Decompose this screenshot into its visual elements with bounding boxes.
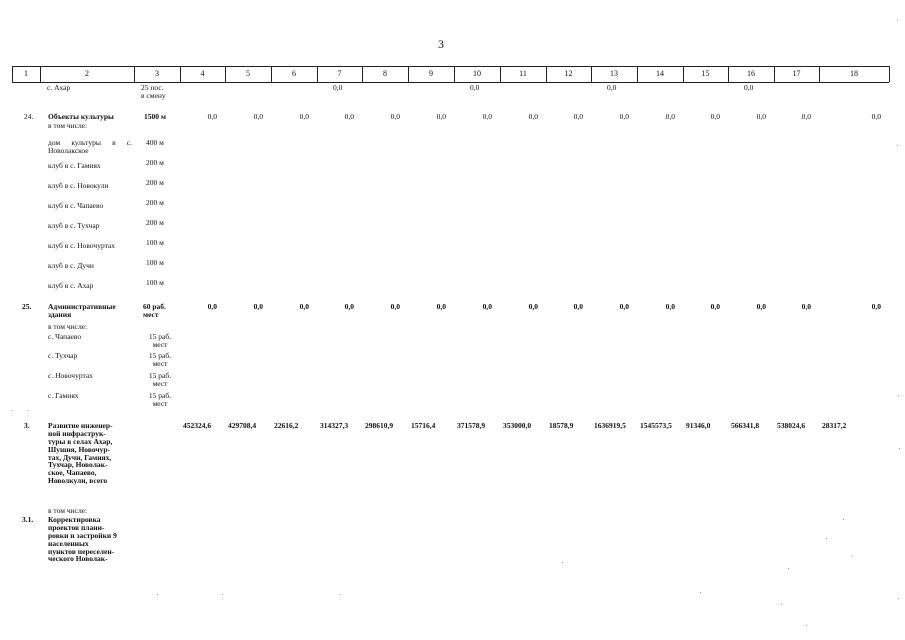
column-rule xyxy=(774,66,775,82)
value-cell: 314327,3 xyxy=(320,421,349,430)
value-cell: 22616,2 xyxy=(274,421,299,430)
value-cell: 0,0 xyxy=(470,83,480,92)
scan-speck xyxy=(562,562,563,563)
value-cell: 0,0 xyxy=(253,112,263,121)
row-title: Административные здания xyxy=(48,302,116,319)
row-title: Объекты культуры xyxy=(48,112,114,121)
value-cell: 452324,6 xyxy=(183,421,212,430)
scan-speck xyxy=(28,410,29,411)
item-name: с. Чапаево xyxy=(48,332,82,341)
column-rule xyxy=(362,66,363,82)
value-cell: 0,0 xyxy=(528,112,538,121)
capacity-cell: 60 раб. мест xyxy=(143,302,166,319)
item-name: с. Ахар xyxy=(47,83,71,92)
column-rule xyxy=(271,66,272,82)
value-cell: 0,0 xyxy=(619,302,629,311)
scan-speck xyxy=(700,592,701,593)
column-rule xyxy=(889,66,890,82)
capacity-cell: 15 раб. мест xyxy=(148,332,172,349)
column-rule xyxy=(134,66,135,82)
capacity-cell: 25 пос. в смену xyxy=(141,83,166,100)
value-cell: 538024,6 xyxy=(777,421,806,430)
row-title: Развитие инженер- ной инфраструк- туры в селах Ахар, Шушия, Новочур- тах, Дучи, Гамиях, Тухчар, Новолак- ское, Чапаево, Новолкули, всего xyxy=(48,421,113,486)
capacity-cell: 100 м xyxy=(146,238,164,247)
row-subtitle: в том числе: xyxy=(48,121,88,130)
scan-speck xyxy=(781,604,782,605)
scan-speck xyxy=(899,448,900,449)
column-rule xyxy=(637,66,638,82)
item-name: с. Гамиях xyxy=(48,391,79,400)
row-number: 24. xyxy=(24,112,34,121)
row-number: 3.1. xyxy=(22,515,34,524)
value-cell: 0,0 xyxy=(528,302,538,311)
column-rule xyxy=(408,66,409,82)
scan-speck xyxy=(12,410,13,411)
value-cell: 0,0 xyxy=(573,302,583,311)
value-cell: 0,0 xyxy=(710,302,720,311)
column-rule xyxy=(500,66,501,82)
value-cell: 0,0 xyxy=(299,302,309,311)
item-name: клуб в с. Гамиях xyxy=(48,161,101,170)
value-cell: 0,0 xyxy=(619,112,629,121)
row-number: 3. xyxy=(24,421,30,430)
column-rule xyxy=(454,66,455,82)
item-name: клуб в с. Новочуртах xyxy=(48,241,116,250)
value-cell: 0,0 xyxy=(744,83,754,92)
capacity-cell: 100 м xyxy=(146,278,164,287)
value-cell: 429708,4 xyxy=(228,421,257,430)
value-cell: 0,0 xyxy=(607,83,617,92)
value-cell: 0,0 xyxy=(207,112,217,121)
value-cell: 0,0 xyxy=(299,112,309,121)
scan-speck xyxy=(897,20,898,21)
column-rule xyxy=(728,66,729,82)
item-name: клуб в с. Чапаево xyxy=(48,201,104,210)
value-cell: 0,0 xyxy=(665,302,675,311)
scan-speck xyxy=(898,598,899,599)
value-cell: 371578,9 xyxy=(457,421,486,430)
scan-speck xyxy=(852,556,853,557)
capacity-cell: 15 раб. мест xyxy=(148,351,172,368)
value-cell: 0,0 xyxy=(253,302,263,311)
column-rule xyxy=(683,66,684,82)
value-cell: 1636919,5 xyxy=(594,421,626,430)
column-rule xyxy=(12,66,13,82)
scan-speck xyxy=(898,395,899,396)
capacity-cell: 15 раб. мест xyxy=(148,391,172,408)
item-name: дом культуры в с. Новолакское xyxy=(48,138,132,155)
scan-speck xyxy=(826,538,827,539)
column-rule xyxy=(819,66,820,82)
value-cell: 298610,9 xyxy=(365,421,394,430)
item-name: клуб в с. Тухчар xyxy=(48,221,100,230)
value-cell: 0,0 xyxy=(333,83,343,92)
column-rule xyxy=(317,66,318,82)
value-cell: 91346,0 xyxy=(686,421,711,430)
column-rule xyxy=(40,66,41,82)
capacity-cell: 200 м xyxy=(146,218,164,227)
value-cell: 15716,4 xyxy=(411,421,436,430)
scan-speck xyxy=(897,145,898,146)
value-cell: 1545573,5 xyxy=(640,421,672,430)
capacity-cell: 200 м xyxy=(146,198,164,207)
capacity-cell: 100 м xyxy=(146,258,164,267)
value-cell: 0,0 xyxy=(710,112,720,121)
item-name: клуб в с. Ахар xyxy=(48,281,94,290)
scan-speck xyxy=(222,594,223,595)
value-cell: 0,0 xyxy=(801,112,811,121)
value-cell: 0,0 xyxy=(756,112,766,121)
scan-speck xyxy=(806,625,807,626)
capacity-cell: 1500 м xyxy=(144,112,166,121)
value-cell: 353000,0 xyxy=(503,421,532,430)
capacity-cell: 200 м xyxy=(146,178,164,187)
row-title: Корректировка проектов плани- ровки и застройки 9 населенных пунктов переселен- ческого Новолак- xyxy=(48,515,117,564)
value-cell: 0,0 xyxy=(482,112,492,121)
column-rule xyxy=(180,66,181,82)
value-cell: 0,0 xyxy=(436,112,446,121)
value-cell: 0,0 xyxy=(482,302,492,311)
value-cell: 0,0 xyxy=(207,302,217,311)
item-name: с. Новочуртах xyxy=(48,371,93,380)
page-number: 3 xyxy=(438,37,444,51)
scan-speck xyxy=(339,594,340,595)
value-cell: 0,0 xyxy=(344,302,354,311)
column-rule xyxy=(591,66,592,82)
column-rule xyxy=(225,66,226,82)
value-cell: 0,0 xyxy=(801,302,811,311)
header-top-rule xyxy=(12,66,889,67)
value-cell: 0,0 xyxy=(390,302,400,311)
item-name: с. Тухчар xyxy=(48,351,78,360)
value-cell: 0,0 xyxy=(344,112,354,121)
capacity-cell: 400 м xyxy=(146,138,164,147)
value-cell: 0,0 xyxy=(573,112,583,121)
item-name: клуб в с. Новокули xyxy=(48,181,109,190)
value-cell: 566341,8 xyxy=(731,421,760,430)
value-cell: 28317,2 xyxy=(822,421,847,430)
row-subtitle: в том числе: xyxy=(48,506,88,515)
scan-speck xyxy=(157,594,158,595)
capacity-cell: 200 м xyxy=(146,158,164,167)
value-cell: 0,0 xyxy=(871,112,881,121)
scan-speck xyxy=(788,568,789,569)
item-name: клуб в с. Дучи xyxy=(48,261,94,270)
value-cell: 0,0 xyxy=(665,112,675,121)
value-cell: 0,0 xyxy=(756,302,766,311)
row-number: 25. xyxy=(22,302,32,311)
value-cell: 0,0 xyxy=(871,302,881,311)
column-rule xyxy=(546,66,547,82)
value-cell: 0,0 xyxy=(390,112,400,121)
capacity-cell: 15 раб. мест xyxy=(148,371,172,388)
value-cell: 18578,9 xyxy=(549,421,574,430)
value-cell: 0,0 xyxy=(436,302,446,311)
row-subtitle: в том числе: xyxy=(48,322,88,331)
scan-speck xyxy=(843,519,844,520)
